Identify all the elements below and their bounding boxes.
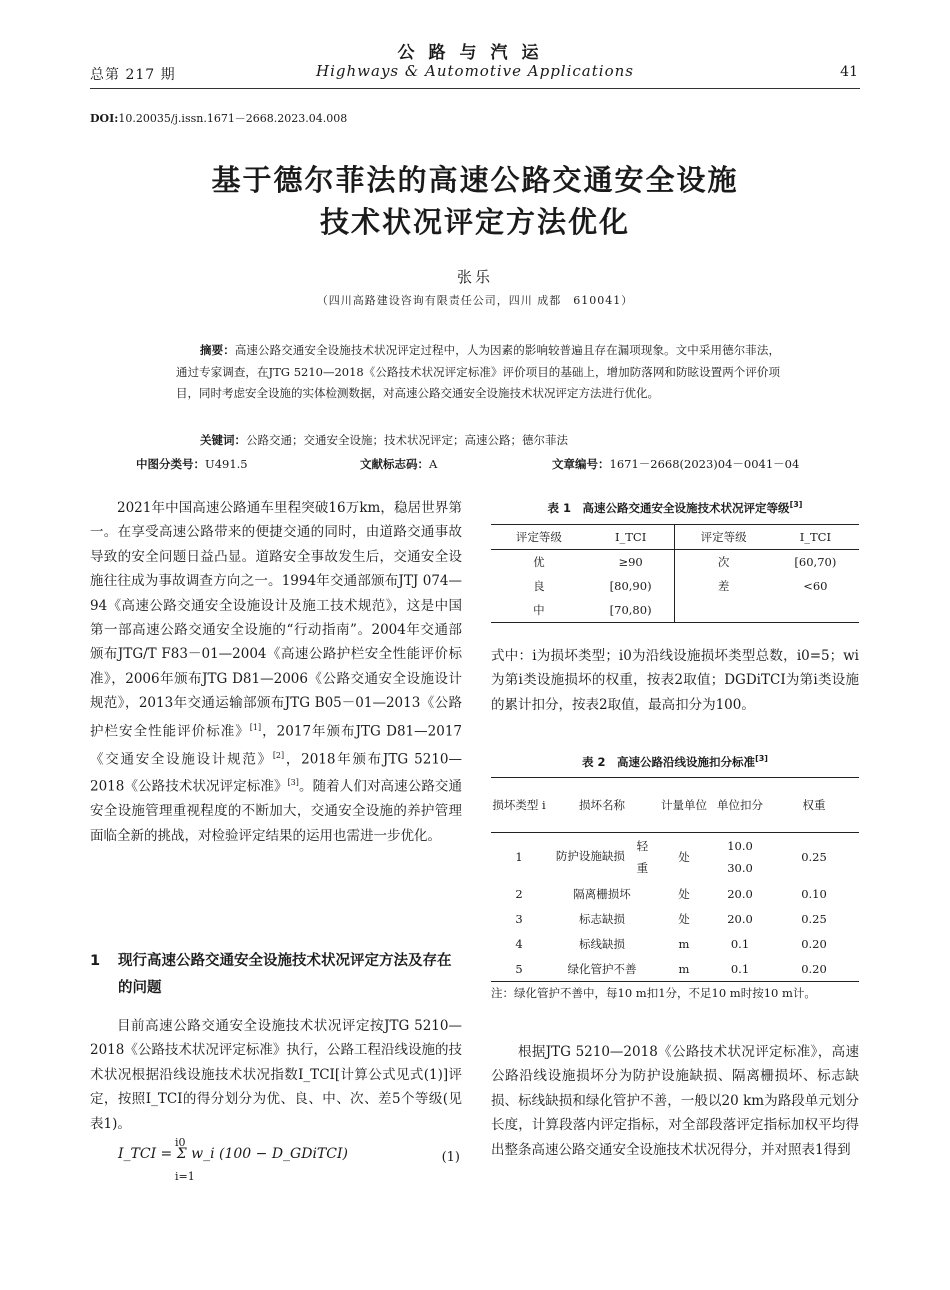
table-cell: 处 [678, 911, 690, 926]
table-cell: 0.20 [801, 936, 827, 951]
doi[interactable] [90, 110, 347, 126]
page-number: 41 [840, 64, 858, 80]
table-cell: 0.1 [730, 961, 750, 976]
table-cell: 差 [675, 574, 772, 598]
formula-sum-top: i0 [175, 1136, 186, 1149]
table-cell: [70,80) [609, 603, 652, 617]
table-cell: 次 [675, 550, 772, 575]
table-cell: 绿化管护不善 [567, 961, 637, 976]
issue-number: 总第 217 期 [90, 67, 176, 83]
doc-label: 文献标志码： [360, 457, 429, 471]
intro-text-2: ，2017年颁布JTG D81—2017《交通安全设施设计规范》 [90, 723, 463, 768]
title-line-1: 基于德尔菲法的高速公路交通安全设施 [211, 163, 739, 197]
table-cell: 良 [533, 579, 545, 593]
formula-sum-bottom: i=1 [175, 1170, 195, 1183]
section-number: 1 [90, 953, 101, 969]
clc-label: 中图分类号： [136, 457, 205, 471]
table-cell: [60,70) [794, 555, 837, 569]
author: 张乐 [456, 268, 493, 286]
intro-text-4: 。随着人们对高速公路交通安全设施管理重视程度的不断加大，交通安全设施的养护管理面临全新的挑战，对检验评定结果的运用也需进一步优化。 [90, 778, 463, 844]
table-cell [772, 598, 859, 623]
abstract-text: 高速公路交通安全设施技术状况评定过程中，人为因素的影响较普遍且存在漏项现象。文中采用德尔菲法，通过专家调查，在JTG 5210—2018《公路技术状况评定标准》评价项目的基础上，增加防落网和防眩设置两个评价项目，同时考虑安全设施的实体检测数据，对高速公路交通安全设施技术状况评定方法进行优化。 [176, 343, 781, 400]
keywords-label: 关键词： [200, 433, 246, 447]
clc-value: U491.5 [205, 457, 248, 471]
keywords [200, 432, 568, 448]
table-cell [675, 598, 772, 623]
table-cell: 0.25 [801, 850, 827, 864]
table2-caption-ref[interactable]: [3] [755, 754, 768, 764]
damage-name: 防护设施缺损 [555, 849, 625, 863]
table2-header-cell: 损坏名称 [547, 778, 657, 833]
header-rule [90, 88, 860, 89]
score-light: 10.0 [727, 839, 753, 853]
severity-light: 轻 [636, 839, 649, 853]
intro-text-3: ，2018年颁布JTG 5210—2018《公路技术状况评定标准》 [90, 751, 462, 795]
table1-header-cell: I_TCI [772, 525, 859, 550]
formula-explanation-text: 式中：i为损坏类型；i0为沿线设施损坏类型总数，i0=5；wi为第i类设施损坏的权重，按表2取值；DGDiTCI为第i类设施的累计扣分，按表2取值，最高扣分为100。 [491, 648, 859, 713]
table-cell: 处 [678, 850, 690, 864]
table-cell: 0.25 [801, 911, 827, 926]
table-cell: 20.0 [727, 911, 753, 926]
table2 [491, 777, 859, 982]
table-cell: 处 [678, 886, 690, 901]
table-cell [711, 833, 769, 882]
clc-number [136, 456, 248, 472]
table-cell: ≥90 [618, 555, 643, 569]
table-cell: 0.10 [801, 886, 827, 901]
intro-text-1: 2021年中国高速公路通车里程突破16万km，稳居世界第一。在享受高速公路带来的便捷交通的同时，由道路交通事故导致的安全问题日益凸显。道路安全事故发生后，交通安全设施往往成为事故调查方向之一。1994年交通部颁布JTJ 074—94《高速公路交通安全设施设计及施工技术规范》，这是中国第一部高速公路交通安全设施的“行动指南”。2004年交通部颁布JTG/T F83－01—2004《高速公路护栏安全性能评价标准》，2006年颁布JTG D81—2006《公路交通安全设施设计规范》，2013年交通运输部颁布JTG B05－01—2013《公路护栏安全性能评价标准》 [90, 500, 462, 740]
table2-header-cell: 权重 [769, 778, 859, 833]
table-cell: 中 [533, 603, 545, 617]
table-cell: 标线缺损 [579, 936, 625, 951]
table-cell: <60 [803, 579, 828, 593]
table-cell: 1 [515, 850, 523, 864]
table-cell: 0.1 [730, 936, 750, 951]
table-row [491, 574, 859, 598]
table-cell: 5 [515, 961, 523, 976]
abstract-label: 摘要： [200, 343, 235, 357]
section-heading [90, 948, 462, 1002]
evaluation-paragraph [491, 1040, 859, 1162]
table-cell: 隔离栅损坏 [573, 886, 631, 901]
doi-value: 10.20035/j.issn.1671－2668.2023.04.008 [118, 112, 348, 125]
doi-label: DOI: [90, 112, 119, 125]
intro-paragraph [90, 496, 462, 848]
table1-header-cell: 评定等级 [491, 525, 587, 550]
formula: I_TCI = Σ w_i (100 − D_GDiTCI) [118, 1146, 348, 1162]
article-value: 1671－2668(2023)04－0041－04 [609, 457, 800, 471]
affiliation: （四川高路建设咨询有限责任公司，四川 成都 610041） [316, 294, 634, 307]
table1-caption-ref[interactable]: [3] [789, 500, 803, 510]
table1-caption [491, 500, 859, 516]
table1-caption-text: 表 1 高速公路交通安全设施技术状况评定等级 [547, 501, 790, 515]
table-cell: 标志缺损 [579, 911, 625, 926]
formula-explanation [491, 644, 859, 717]
ref-1[interactable]: [1] [249, 722, 262, 732]
table2-note: 注：绿化管护不善中，每10 m扣1分，不足10 m时按10 m计。 [491, 986, 816, 1000]
table-row [491, 550, 859, 575]
table-cell: [80,90) [609, 579, 652, 593]
table-row [491, 598, 859, 623]
ref-3[interactable]: [3] [287, 778, 299, 788]
table2-caption [491, 754, 859, 770]
title-line-2: 技术状况评定方法优化 [319, 205, 630, 239]
article-number [552, 456, 799, 472]
table1-header-cell: I_TCI [587, 525, 675, 550]
table2-header-cell: 计量单位 [657, 778, 711, 833]
table-cell: 优 [533, 555, 545, 569]
abstract [176, 340, 780, 405]
table-row [491, 906, 859, 931]
table-cell: 20.0 [727, 886, 753, 901]
formula-number: (1) [441, 1150, 460, 1165]
table-cell: m [678, 961, 690, 976]
table2-header-cell: 损坏类型 i [491, 778, 547, 833]
section-title: 现行高速公路交通安全设施技术状况评定方法及存在的问题 [118, 953, 452, 996]
table-cell: 0.20 [801, 961, 827, 976]
article-label: 文章编号： [552, 457, 610, 471]
table-cell: 4 [515, 936, 523, 951]
score-heavy: 30.0 [727, 861, 753, 875]
doc-value: A [429, 457, 438, 471]
table-cell: m [678, 936, 690, 951]
table2-caption-text: 表 2 高速公路沿线设施扣分标准 [582, 755, 756, 769]
table-row [491, 881, 859, 906]
document-code [360, 456, 437, 472]
ref-2[interactable]: [2] [272, 750, 285, 760]
table-cell: 2 [515, 886, 523, 901]
table1-header [491, 525, 859, 550]
evaluation-text: 根据JTG 5210—2018《公路技术状况评定标准》，高速公路沿线设施损坏分为防护设施缺损、隔离栅损坏、标志缺损、标线缺损和绿化管护不善，一般以20 km为路段单元划分长度，计算段落内评定指标，对全部段落评定指标加权平均得出整条高速公路交通安全设施技术状况得分，并对照表1得到 [491, 1044, 859, 1158]
table-row [491, 833, 859, 882]
table-cell [547, 833, 657, 882]
journal-name-en: Highways & Automotive Applications [316, 62, 634, 80]
table2-header-cell: 单位扣分 [711, 778, 769, 833]
journal-name-cn: 公路与汽运 [397, 43, 553, 63]
table-cell: 3 [515, 911, 523, 926]
table-row [491, 956, 859, 982]
table1-header-cell: 评定等级 [675, 525, 772, 550]
table1 [491, 524, 859, 623]
table2-header [491, 778, 859, 833]
keywords-text: 公路交通；交通安全设施；技术状况评定；高速公路；德尔菲法 [246, 433, 568, 447]
severity-heavy: 重 [636, 861, 649, 875]
table-row [491, 931, 859, 956]
method-text: 目前高速公路交通安全设施技术状况评定按JTG 5210—2018《公路技术状况评定标准》执行，公路工程沿线设施的技术状况根据沿线设施技术状况指数I_TCI[计算公式见式(1)]评定，按照I_TCI的得分划分为优、良、中、次、差5个等级(见表1)。 [90, 1018, 462, 1132]
method-paragraph [90, 1014, 462, 1136]
